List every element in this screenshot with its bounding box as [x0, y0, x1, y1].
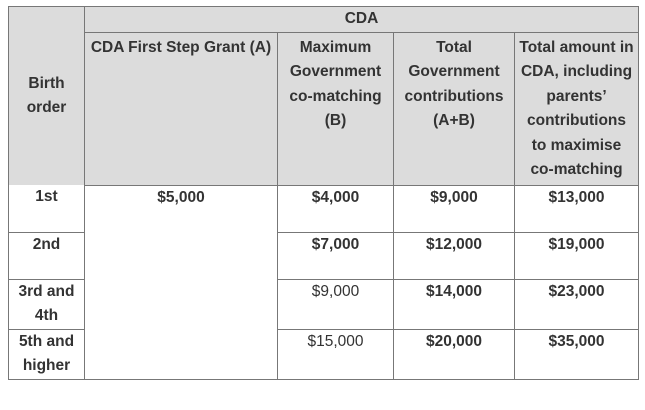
col-header-max-matching: Maximum Government co-matching (B): [278, 32, 394, 185]
birth-order-cell: 1st: [9, 185, 85, 232]
total-cda-cell: $35,000: [515, 329, 639, 379]
total-gov-cell: $20,000: [394, 329, 515, 379]
col-header-first-step-grant: CDA First Step Grant (A): [85, 32, 278, 185]
cda-group-header: CDA: [85, 7, 639, 33]
total-cda-cell: $19,000: [515, 232, 639, 279]
birth-order-cell: 2nd: [9, 232, 85, 279]
birth-order-cell: 3rd and 4th: [9, 279, 85, 329]
total-cda-cell: $23,000: [515, 279, 639, 329]
col-header-total-gov: Total Government contributions (A+B): [394, 32, 515, 185]
total-cda-cell: $13,000: [515, 185, 639, 232]
total-gov-cell: $14,000: [394, 279, 515, 329]
max-matching-cell: $4,000: [278, 185, 394, 232]
table-row: [9, 185, 639, 232]
col-header-total-cda: Total amount in CDA, including parents’ contributions to maximise co-matching: [515, 32, 639, 185]
birth-order-header: Birth order: [9, 7, 85, 186]
max-matching-cell: $9,000: [278, 279, 394, 329]
header-row-group: [9, 7, 639, 33]
cda-table: [8, 6, 639, 380]
birth-order-cell: 5th and higher: [9, 329, 85, 379]
header-row-columns: [9, 32, 639, 185]
total-gov-cell: $9,000: [394, 185, 515, 232]
max-matching-cell: $15,000: [278, 329, 394, 379]
total-gov-cell: $12,000: [394, 232, 515, 279]
first-step-grant-cell: $5,000: [85, 185, 278, 379]
max-matching-cell: $7,000: [278, 232, 394, 279]
